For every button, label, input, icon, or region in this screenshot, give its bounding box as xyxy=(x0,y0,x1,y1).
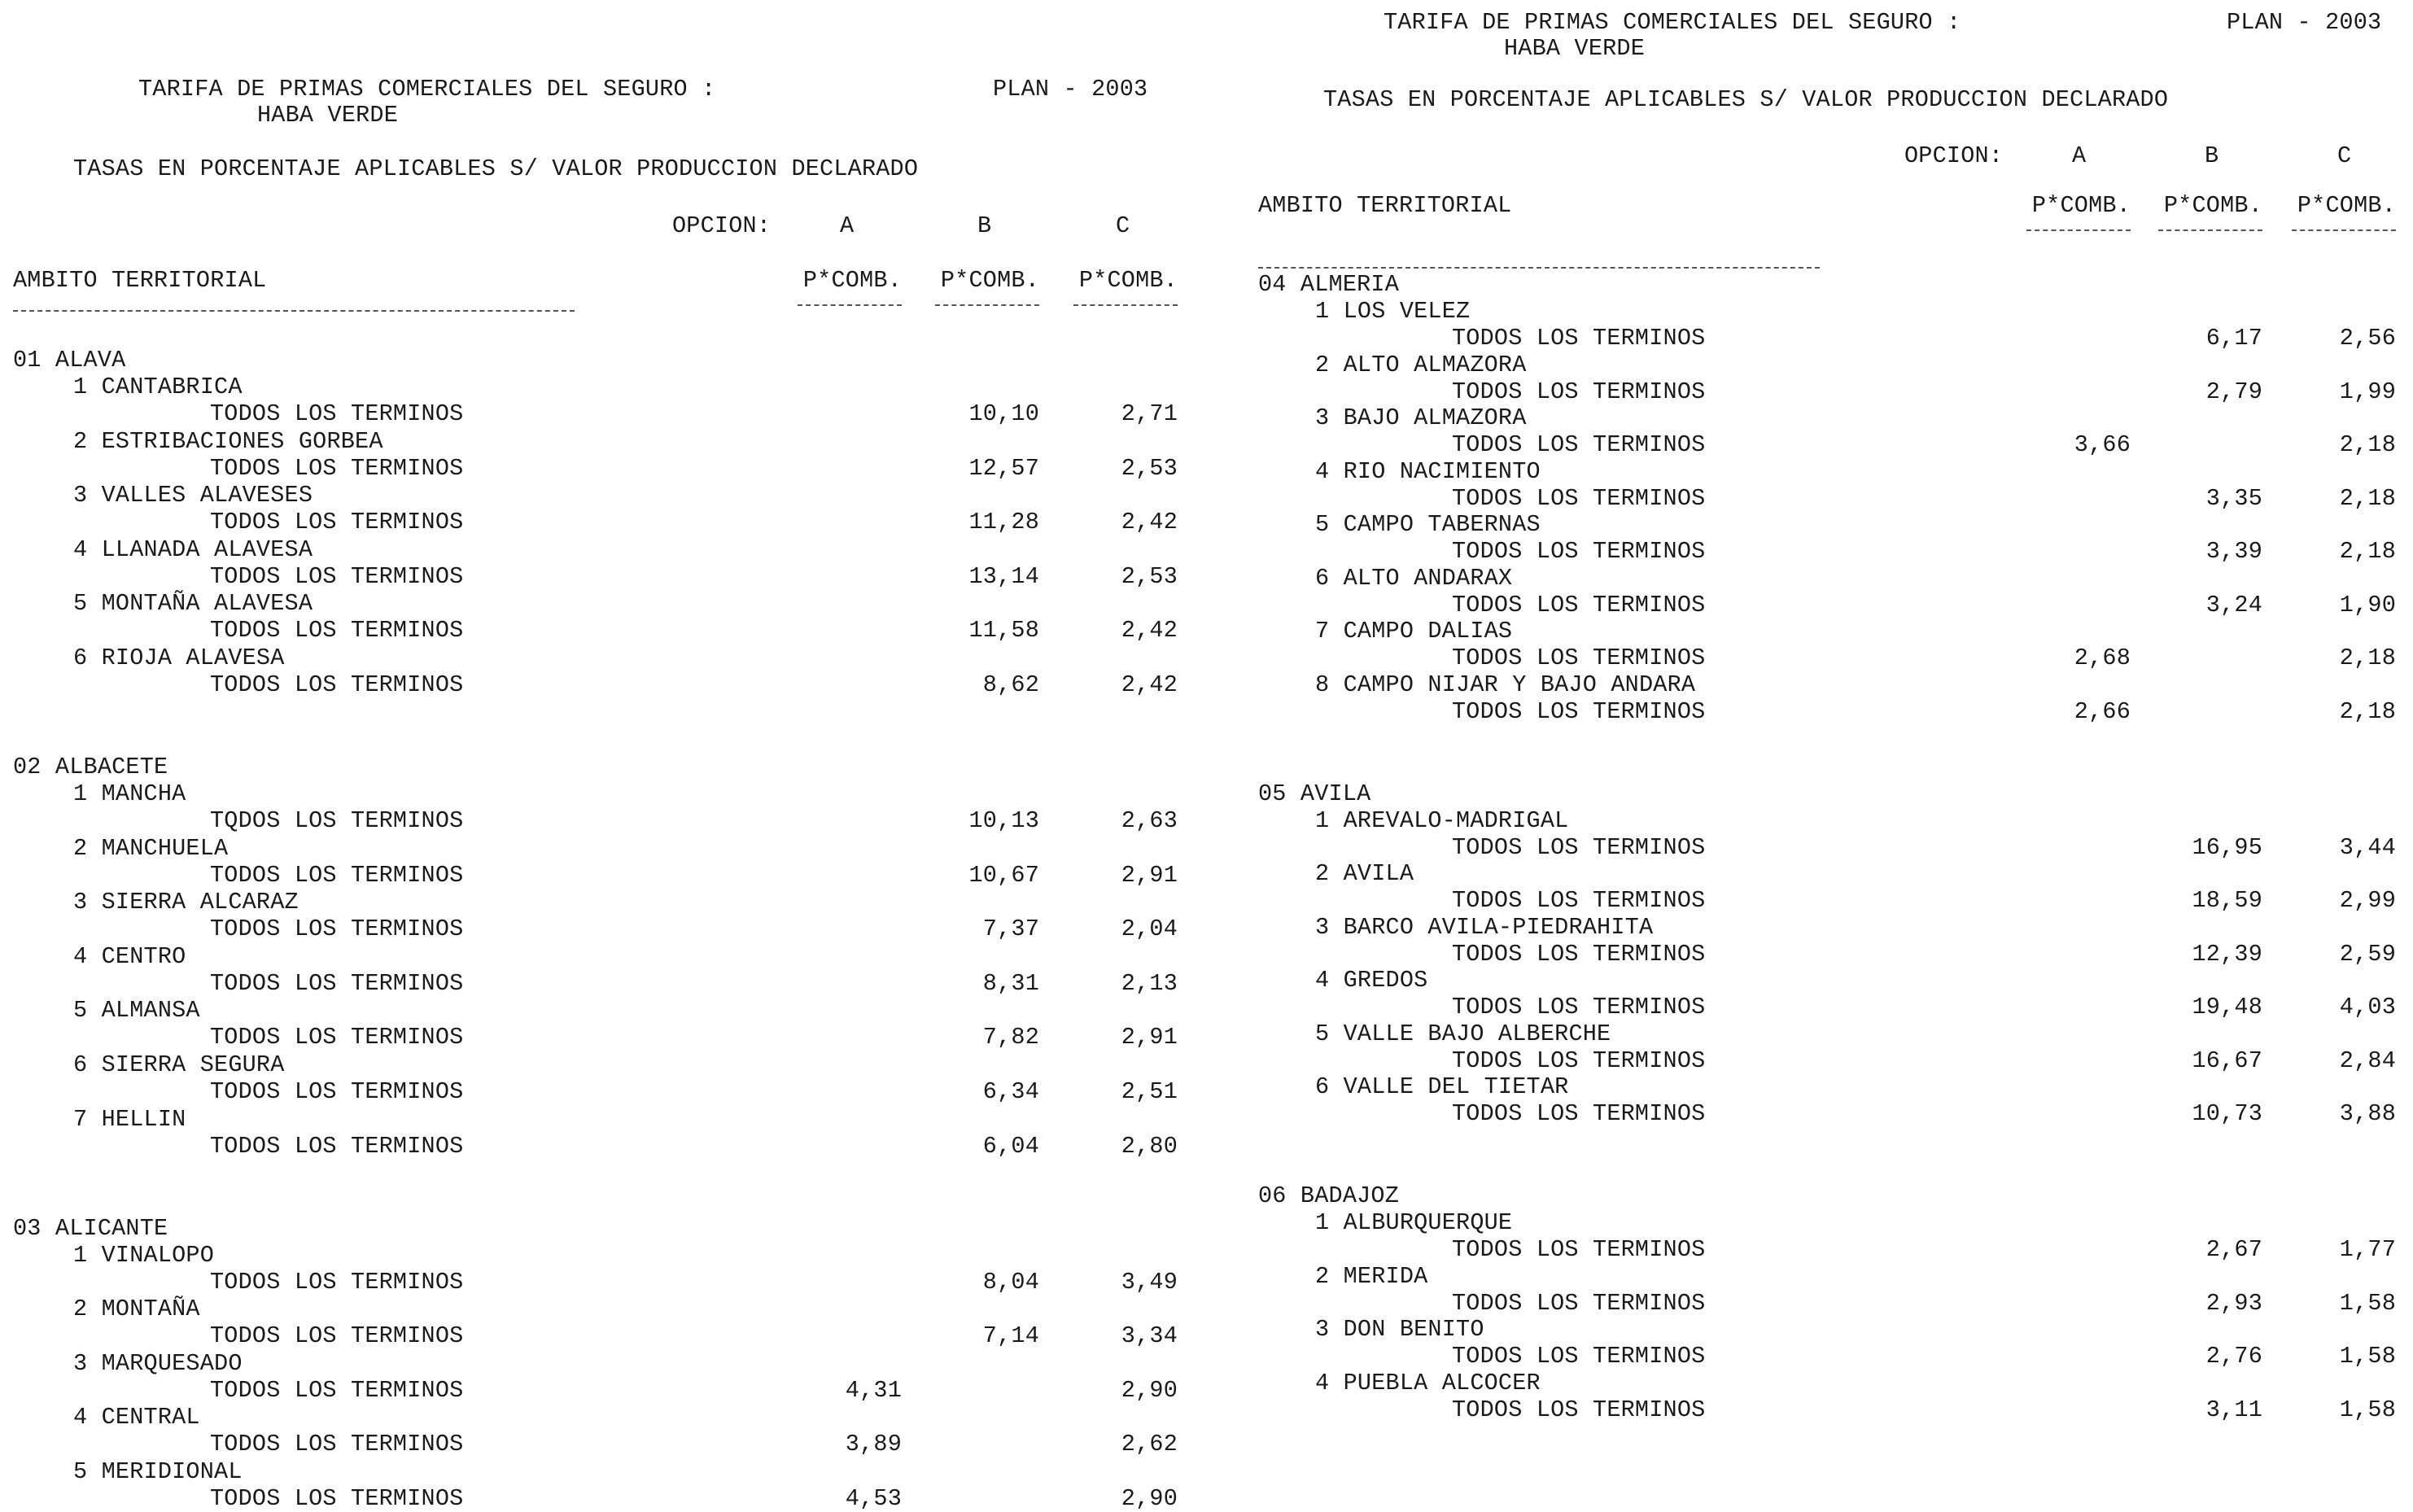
rate-c: 2,42 xyxy=(1121,509,1178,536)
rate-c: 2,18 xyxy=(2339,645,2396,671)
rate-c: 2,53 xyxy=(1121,454,1178,482)
rate-b: 3,39 xyxy=(2205,538,2262,565)
option-a: A xyxy=(840,212,855,239)
column-rule-c xyxy=(1073,304,1178,306)
comarca-name: 4 GREDOS xyxy=(1315,967,1428,994)
column-rule-a xyxy=(2026,229,2131,231)
rate-c: 2,91 xyxy=(1121,1024,1178,1051)
terms-label: TODOS LOS TERMINOS xyxy=(1452,325,1706,352)
rate-b: 12,39 xyxy=(2192,940,2262,968)
terms-label: TODOS LOS TERMINOS xyxy=(210,671,464,698)
plan-year: PLAN - 2003 xyxy=(2227,9,2382,36)
rate-b: 6,04 xyxy=(982,1132,1039,1160)
comarca-name: 2 MONTAÑA xyxy=(73,1296,200,1323)
comarca-name: 4 PUEBLA ALCOCER xyxy=(1315,1369,1541,1396)
terms-label: TODOS LOS TERMINOS xyxy=(1452,1343,1706,1370)
rate-b: 10,73 xyxy=(2192,1100,2262,1127)
rate-c: 2,99 xyxy=(2339,887,2396,914)
rate-c: 2,91 xyxy=(1121,861,1178,889)
comarca-name: 1 ALBURQUERQUE xyxy=(1315,1209,1513,1236)
comarca-name: 5 MERIDIONAL xyxy=(73,1458,243,1485)
opcion-label: OPCION: xyxy=(1904,142,2004,169)
terms-label: TODOS LOS TERMINOS xyxy=(1452,431,1706,458)
rate-c: 3,34 xyxy=(1121,1322,1178,1350)
comarca-name: 3 VALLES ALAVESES xyxy=(73,482,313,509)
opcion-label: OPCION: xyxy=(672,212,772,239)
comarca-name: 4 CENTRAL xyxy=(73,1404,200,1431)
rate-c: 2,42 xyxy=(1121,617,1178,645)
terms-label: TODOS LOS TERMINOS xyxy=(210,861,464,889)
column-rule-b xyxy=(2158,229,2262,231)
rate-b: 7,37 xyxy=(982,916,1039,943)
ambito-territorial-header: AMBITO TERRITORIAL xyxy=(1258,192,1512,219)
rate-b: 10,67 xyxy=(968,861,1039,889)
column-header-b: P*COMB. xyxy=(2163,192,2262,219)
rate-a: 2,68 xyxy=(2074,645,2131,671)
ambito-rule xyxy=(13,310,575,312)
terms-label: TODOS LOS TERMINOS xyxy=(1452,994,1706,1020)
terms-label: TODOS LOS TERMINOS xyxy=(1452,1396,1706,1423)
rate-b: 2,93 xyxy=(2205,1289,2262,1317)
terms-label: TODOS LOS TERMINOS xyxy=(210,1132,464,1160)
rate-a: 4,31 xyxy=(845,1376,902,1404)
comarca-name: 1 CANTABRICA xyxy=(73,374,243,400)
comarca-name: 6 ALTO ANDARAX xyxy=(1315,564,1513,592)
terms-label: TODOS LOS TERMINOS xyxy=(210,400,464,427)
province-heading: 02 ALBACETE xyxy=(13,754,168,780)
terms-label: TODOS LOS TERMINOS xyxy=(210,1268,464,1296)
terms-label: TODOS LOS TERMINOS xyxy=(1452,1236,1706,1263)
rate-c: 2,18 xyxy=(2339,538,2396,565)
rate-c: 1,58 xyxy=(2339,1396,2396,1423)
rate-b: 7,14 xyxy=(982,1322,1039,1350)
column-rule-b xyxy=(935,304,1039,306)
crop-name: HABA VERDE xyxy=(257,102,399,129)
comarca-name: 3 MARQUESADO xyxy=(73,1349,243,1377)
comarca-name: 3 BAJO ALMAZORA xyxy=(1315,404,1527,431)
ambito-territorial-header: AMBITO TERRITORIAL xyxy=(13,267,267,294)
column-rule-c xyxy=(2292,229,2396,231)
terms-label: TODOS LOS TERMINOS xyxy=(1452,378,1706,405)
terms-label: TODOS LOS TERMINOS xyxy=(210,1078,464,1105)
terms-label: TODOS LOS TERMINOS xyxy=(1452,1047,1706,1074)
rate-c: 2,42 xyxy=(1121,671,1178,698)
terms-label: TODOS LOS TERMINOS xyxy=(1452,484,1706,512)
rate-c: 1,99 xyxy=(2339,378,2396,405)
terms-label: TODOS LOS TERMINOS xyxy=(210,1431,464,1458)
terms-label: TODOS LOS TERMINOS xyxy=(210,617,464,645)
terms-label: TODOS LOS TERMINOS xyxy=(210,509,464,536)
rate-b: 16,95 xyxy=(2192,833,2262,861)
rate-c: 4,03 xyxy=(2339,994,2396,1020)
rate-b: 7,82 xyxy=(982,1024,1039,1051)
option-a: A xyxy=(2072,142,2087,169)
terms-label: TODOS LOS TERMINOS xyxy=(1452,1289,1706,1317)
rate-b: 10,10 xyxy=(968,400,1039,427)
rate-b: 3,24 xyxy=(2205,591,2262,618)
terms-label: TODOS LOS TERMINOS xyxy=(1452,697,1706,725)
rate-b: 16,67 xyxy=(2192,1047,2262,1074)
rate-c: 1,58 xyxy=(2339,1343,2396,1370)
rate-b: 3,11 xyxy=(2205,1396,2262,1423)
option-b: B xyxy=(977,212,992,239)
comarca-name: 8 CAMPO NIJAR Y BAJO ANDARA xyxy=(1315,671,1696,698)
rate-b: 19,48 xyxy=(2192,994,2262,1020)
comarca-name: 3 SIERRA ALCARAZ xyxy=(73,889,299,916)
terms-label: TODOS LOS TERMINOS xyxy=(210,1485,464,1512)
terms-label: TODOS LOS TERMINOS xyxy=(1452,645,1706,671)
option-c: C xyxy=(1116,212,1130,239)
rate-b: 10,13 xyxy=(968,807,1039,834)
option-c: C xyxy=(2337,142,2352,169)
terms-label: TODOS LOS TERMINOS xyxy=(210,1024,464,1051)
terms-label: TODOS LOS TERMINOS xyxy=(1452,538,1706,565)
rate-b: 8,62 xyxy=(982,671,1039,698)
rates-subtitle: TASAS EN PORCENTAJE APLICABLES S/ VALOR PRODUCCION DECLARADO xyxy=(73,155,919,182)
comarca-name: 7 HELLIN xyxy=(73,1105,186,1133)
comarca-name: 2 MERIDA xyxy=(1315,1262,1428,1290)
rate-b: 8,04 xyxy=(982,1268,1039,1296)
rate-b: 11,28 xyxy=(968,509,1039,536)
rate-b: 6,34 xyxy=(982,1078,1039,1105)
comarca-name: 5 CAMPO TABERNAS xyxy=(1315,511,1541,538)
rate-b: 2,79 xyxy=(2205,378,2262,405)
tariff-title: TARIFA DE PRIMAS COMERCIALES DEL SEGURO : xyxy=(138,76,716,103)
option-b: B xyxy=(2205,142,2219,169)
terms-label: TODOS LOS TERMINOS xyxy=(1452,1100,1706,1127)
rate-c: 2,13 xyxy=(1121,969,1178,997)
terms-label: TODOS LOS TERMINOS xyxy=(210,916,464,943)
rate-c: 2,51 xyxy=(1121,1078,1178,1105)
province-heading: 05 AVILA xyxy=(1258,780,1371,807)
rate-c: 3,44 xyxy=(2339,833,2396,861)
province-heading: 04 ALMERIA xyxy=(1258,271,1400,298)
rate-c: 1,90 xyxy=(2339,591,2396,618)
comarca-name: 1 VINALOPO xyxy=(73,1241,215,1269)
rate-c: 2,80 xyxy=(1121,1132,1178,1160)
comarca-name: 6 RIOJA ALAVESA xyxy=(73,645,285,671)
rates-subtitle: TASAS EN PORCENTAJE APLICABLES S/ VALOR PRODUCCION DECLARADO xyxy=(1323,86,2169,113)
rate-a: 3,89 xyxy=(845,1431,902,1458)
terms-label: TODOS LOS TERMINOS xyxy=(210,969,464,997)
rate-b: 6,17 xyxy=(2205,325,2262,352)
rate-c: 3,88 xyxy=(2339,1100,2396,1127)
rate-b: 11,58 xyxy=(968,617,1039,645)
comarca-name: 7 CAMPO DALIAS xyxy=(1315,618,1513,645)
terms-label: TODOS LOS TERMINOS xyxy=(1452,940,1706,968)
rate-a: 2,66 xyxy=(2074,697,2131,725)
comarca-name: 6 VALLE DEL TIETAR xyxy=(1315,1073,1569,1100)
rate-b: 13,14 xyxy=(968,562,1039,590)
comarca-name: 3 BARCO AVILA-PIEDRAHITA xyxy=(1315,913,1654,941)
terms-label: TODOS LOS TERMINOS xyxy=(1452,833,1706,861)
rate-c: 1,77 xyxy=(2339,1236,2396,1263)
rate-c: 2,53 xyxy=(1121,562,1178,590)
comarca-name: 2 ESTRIBACIONES GORBEA xyxy=(73,427,383,455)
comarca-name: 1 MANCHA xyxy=(73,780,186,807)
comarca-name: 1 LOS VELEZ xyxy=(1315,298,1471,325)
province-heading: 03 ALICANTE xyxy=(13,1214,168,1242)
column-header-c: P*COMB. xyxy=(1078,267,1178,294)
rate-c: 2,84 xyxy=(2339,1047,2396,1074)
column-header-b: P*COMB. xyxy=(940,267,1039,294)
comarca-name: 6 SIERRA SEGURA xyxy=(73,1051,285,1078)
rate-b: 8,31 xyxy=(982,969,1039,997)
comarca-name: 4 CENTRO xyxy=(73,942,186,970)
rate-c: 2,63 xyxy=(1121,807,1178,834)
rate-b: 2,67 xyxy=(2205,1236,2262,1263)
comarca-name: 2 ALTO ALMAZORA xyxy=(1315,351,1527,378)
rate-c: 2,59 xyxy=(2339,940,2396,968)
terms-label: TODOS LOS TERMINOS xyxy=(1452,887,1706,914)
rate-c: 1,58 xyxy=(2339,1289,2396,1317)
rate-c: 2,90 xyxy=(1121,1485,1178,1512)
comarca-name: 5 VALLE BAJO ALBERCHE xyxy=(1315,1020,1611,1047)
rate-b: 2,76 xyxy=(2205,1343,2262,1370)
comarca-name: 2 MANCHUELA xyxy=(73,834,229,862)
comarca-name: 2 AVILA xyxy=(1315,860,1414,887)
comarca-name: 4 LLANADA ALAVESA xyxy=(73,535,313,563)
column-header-a: P*COMB. xyxy=(2031,192,2131,219)
rate-c: 2,56 xyxy=(2339,325,2396,352)
rate-c: 3,49 xyxy=(1121,1268,1178,1296)
terms-label: TQDOS LOS TERMINOS xyxy=(210,807,464,834)
column-header-a: P*COMB. xyxy=(802,267,902,294)
comarca-name: 5 ALMANSA xyxy=(73,997,200,1025)
rate-c: 2,18 xyxy=(2339,431,2396,458)
plan-year: PLAN - 2003 xyxy=(993,76,1148,103)
rate-a: 4,53 xyxy=(845,1485,902,1512)
tariff-title: TARIFA DE PRIMAS COMERCIALES DEL SEGURO : xyxy=(1384,9,1961,36)
rate-a: 3,66 xyxy=(2074,431,2131,458)
crop-name: HABA VERDE xyxy=(1504,35,1646,62)
terms-label: TODOS LOS TERMINOS xyxy=(1452,591,1706,618)
comarca-name: 3 DON BENITO xyxy=(1315,1316,1484,1343)
terms-label: TODOS LOS TERMINOS xyxy=(210,454,464,482)
rate-b: 12,57 xyxy=(968,454,1039,482)
comarca-name: 1 AREVALO-MADRIGAL xyxy=(1315,806,1569,834)
province-heading: 01 ALAVA xyxy=(13,347,126,374)
column-rule-a xyxy=(798,304,902,306)
rate-c: 2,18 xyxy=(2339,484,2396,512)
rate-c: 2,71 xyxy=(1121,400,1178,427)
comarca-name: 5 MONTAÑA ALAVESA xyxy=(73,590,313,618)
rate-c: 2,62 xyxy=(1121,1431,1178,1458)
comarca-name: 4 RIO NACIMIENTO xyxy=(1315,457,1541,485)
terms-label: TODOS LOS TERMINOS xyxy=(210,562,464,590)
province-heading: 06 BADAJOZ xyxy=(1258,1182,1400,1209)
ambito-rule xyxy=(1258,267,1820,269)
rate-b: 3,35 xyxy=(2205,484,2262,512)
column-header-c: P*COMB. xyxy=(2297,192,2396,219)
terms-label: TODOS LOS TERMINOS xyxy=(210,1322,464,1350)
terms-label: TODOS LOS TERMINOS xyxy=(210,1376,464,1404)
page-right xyxy=(1229,0,2413,1471)
rate-c: 2,04 xyxy=(1121,916,1178,943)
rate-c: 2,18 xyxy=(2339,697,2396,725)
rate-c: 2,90 xyxy=(1121,1376,1178,1404)
rate-b: 18,59 xyxy=(2192,887,2262,914)
